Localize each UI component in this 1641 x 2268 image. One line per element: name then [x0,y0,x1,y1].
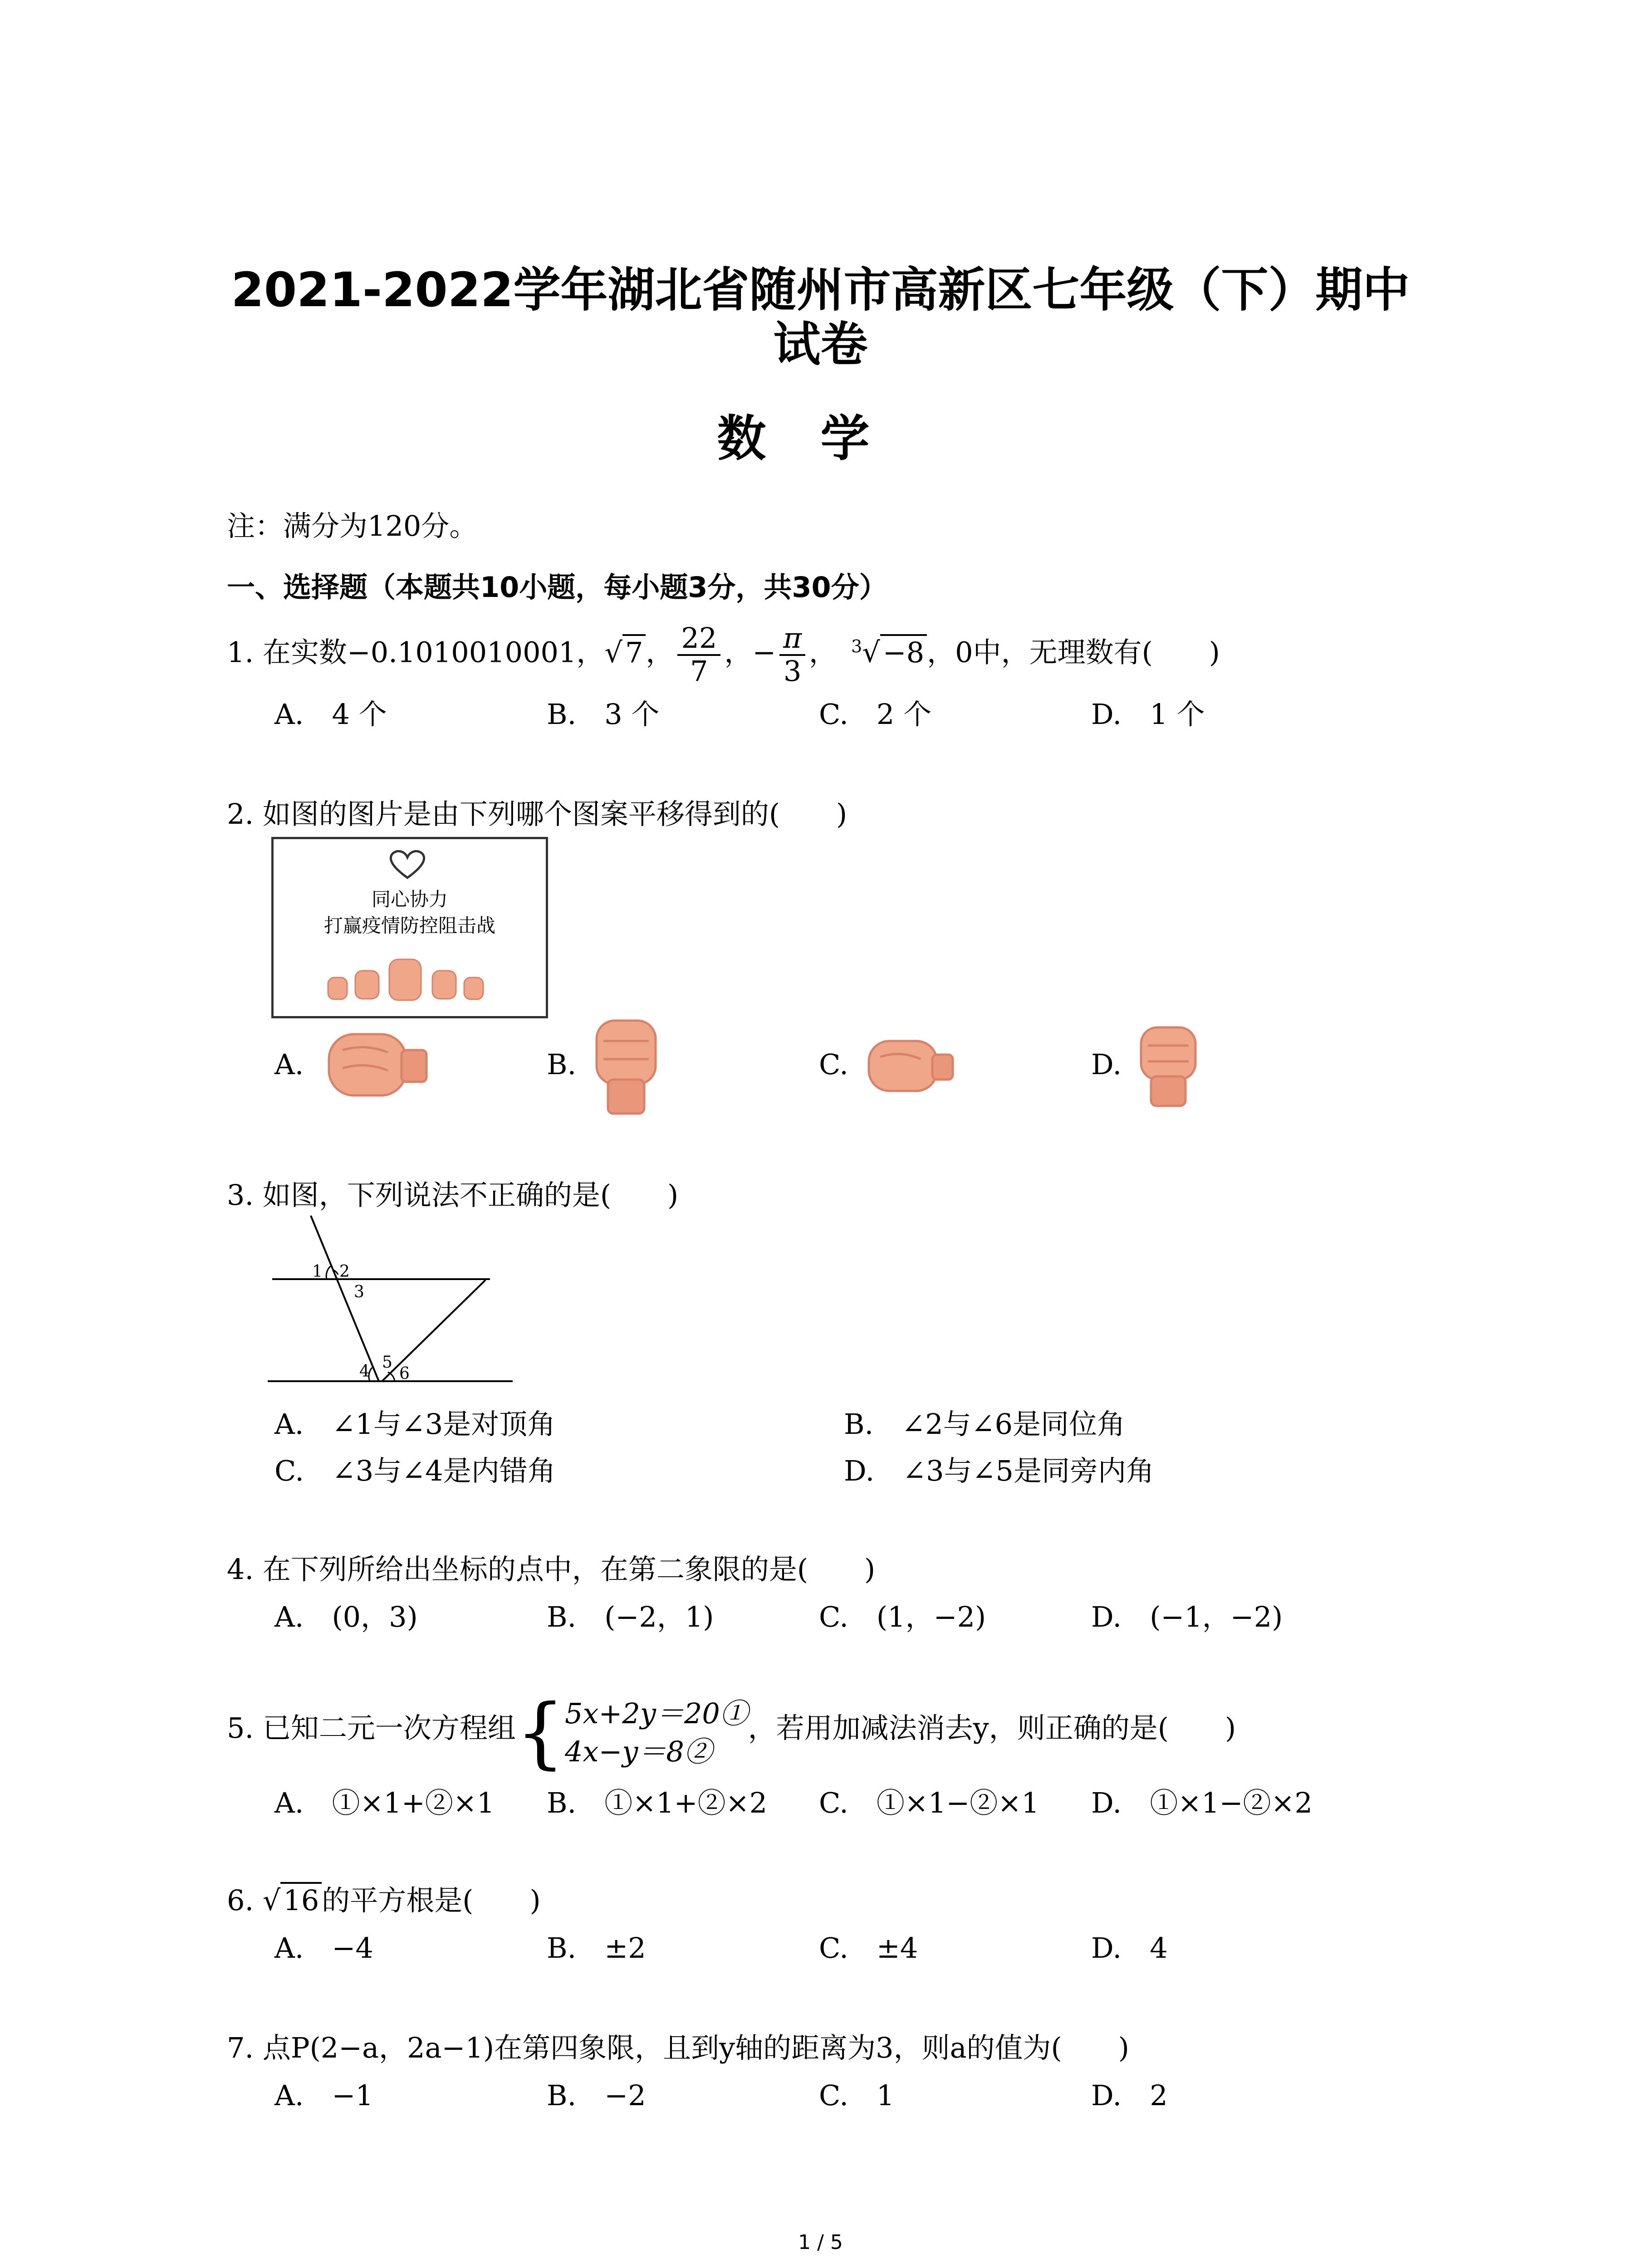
q1-option-d[interactable]: D. 1 个 [1091,698,1205,731]
q3-option-d[interactable]: D. ∠3与∠5是同旁内角 [844,1454,1154,1487]
question-6: 6. √16的平方根是( ) [227,1878,541,1918]
q7-option-c[interactable]: C. 1 [819,2079,895,2112]
section-choice-heading: 一、选择题（本题共10小题，每小题3分，共30分） [227,571,887,604]
q2-option-d[interactable]: D. [1091,1048,1122,1081]
q6-option-c[interactable]: C. ±4 [819,1931,918,1965]
q1-option-a[interactable]: A. 4 个 [274,698,387,731]
score-note: 注：满分为120分。 [227,509,478,543]
raised-fist-icon[interactable] [590,1016,662,1116]
q1-fraction-22-7: $\frac{22}{7}$ [677,623,720,686]
q5-suffix: ，若用加减法消去y，则正确的是( ) [748,1711,1236,1745]
q3-option-c[interactable]: C. ∠3与∠4是内错角 [274,1454,556,1487]
question-7: 7. 点P(2−a，2a−1)在第四象限，且到y轴的距离为3，则a的值为( ) [227,2031,1129,2064]
q4-option-c[interactable]: C. (1，−2) [819,1600,986,1633]
q5-option-b[interactable]: B. ①×1+②×2 [547,1786,768,1819]
q6-option-b[interactable]: B. ±2 [547,1931,646,1965]
q7-option-a[interactable]: A. −1 [274,2079,373,2112]
q5-prefix: 5. 已知二元一次方程组 [227,1711,516,1745]
raised-fist-icon [328,959,483,1000]
q3-option-b[interactable]: B. ∠2与∠6是同位角 [844,1408,1126,1441]
q6-sqrt16: √16 [263,1884,322,1917]
q2-poster-image [271,837,548,1018]
angle-label-6: 6 [399,1364,410,1383]
angle-label-1: 1 [312,1262,323,1281]
angle-label-3: 3 [354,1283,364,1301]
poster-fists-row [319,943,500,1007]
question-3: 3. 如图，下列说法不正确的是( ) [227,1178,679,1212]
q5-option-c[interactable]: C. ①×1−②×1 [819,1786,1039,1819]
question-4: 4. 在下列所给出坐标的点中，在第二象限的是( ) [227,1553,876,1586]
subject-heading: 数学 [717,411,924,467]
raised-fist-icon[interactable] [864,1034,955,1098]
raised-fist-icon[interactable] [1136,1023,1200,1109]
question-5 [227,1685,1236,1778]
q1-prefix: 1. 在实数−0.1010010001， [227,635,605,669]
q6-option-a[interactable]: A. −4 [274,1931,373,1965]
q3-angle-diagram [263,1211,517,1393]
q7-option-d[interactable]: D. 2 [1091,2079,1168,2112]
page-title-line1: 2021-2022学年湖北省随州市高新区七年级（下）期中 [231,262,1410,318]
q5-eq2: 4x−y＝8② [565,1735,712,1768]
q4-option-d[interactable]: D. (−1，−2) [1091,1600,1283,1633]
q1-option-c[interactable]: C. 2 个 [819,698,932,731]
q3-option-a[interactable]: A. ∠1与∠3是对顶角 [274,1408,556,1441]
q1-option-b[interactable]: B. 3 个 [547,698,660,731]
page-number: 1 / 5 [798,2231,843,2254]
q2-option-a[interactable]: A. [274,1048,304,1081]
q5-option-d[interactable]: D. ①×1−②×2 [1091,1786,1313,1819]
q5-option-a[interactable]: A. ①×1+②×1 [274,1786,495,1819]
poster-line1: 同心协力 [371,888,448,910]
poster-line2: 打赢疫情防控阻击战 [323,914,495,937]
q5-equation-system: { 5x+2y＝20① 4x−y＝8② [515,1687,748,1778]
q1-fraction-pi-3: $\frac{\pi}{3}$ [779,623,805,686]
heart-outline-icon [387,848,428,880]
q2-option-c[interactable]: C. [819,1048,848,1081]
question-1: 1. 在实数−0.1010010001，√7， $\frac{22}{7}$ ，− $\frac{\pi}{3}$ ， $^3$√−8，0中，无理数有( ) [227,608,1220,685]
page-title-line2: 试卷 [773,317,868,372]
q7-option-b[interactable]: B. −2 [547,2079,646,2112]
angle-label-4: 4 [359,1362,370,1381]
q4-option-b[interactable]: B. (−2，1) [547,1600,714,1633]
q1-sqrt7: √7 [604,614,646,691]
q5-eq1: 5x+2y＝20① [565,1697,748,1730]
q2-option-b[interactable]: B. [547,1048,577,1081]
angle-label-2: 2 [339,1262,350,1281]
raised-fist-icon[interactable] [324,1025,429,1102]
q4-option-a[interactable]: A. (0，3) [274,1600,418,1633]
q1-cube-root: $^3$√−8 [851,608,927,691]
question-2: 2. 如图的图片是由下列哪个图案平移得到的( ) [227,797,847,831]
angle-label-5: 5 [382,1353,392,1372]
q6-option-d[interactable]: D. 4 [1091,1931,1168,1965]
